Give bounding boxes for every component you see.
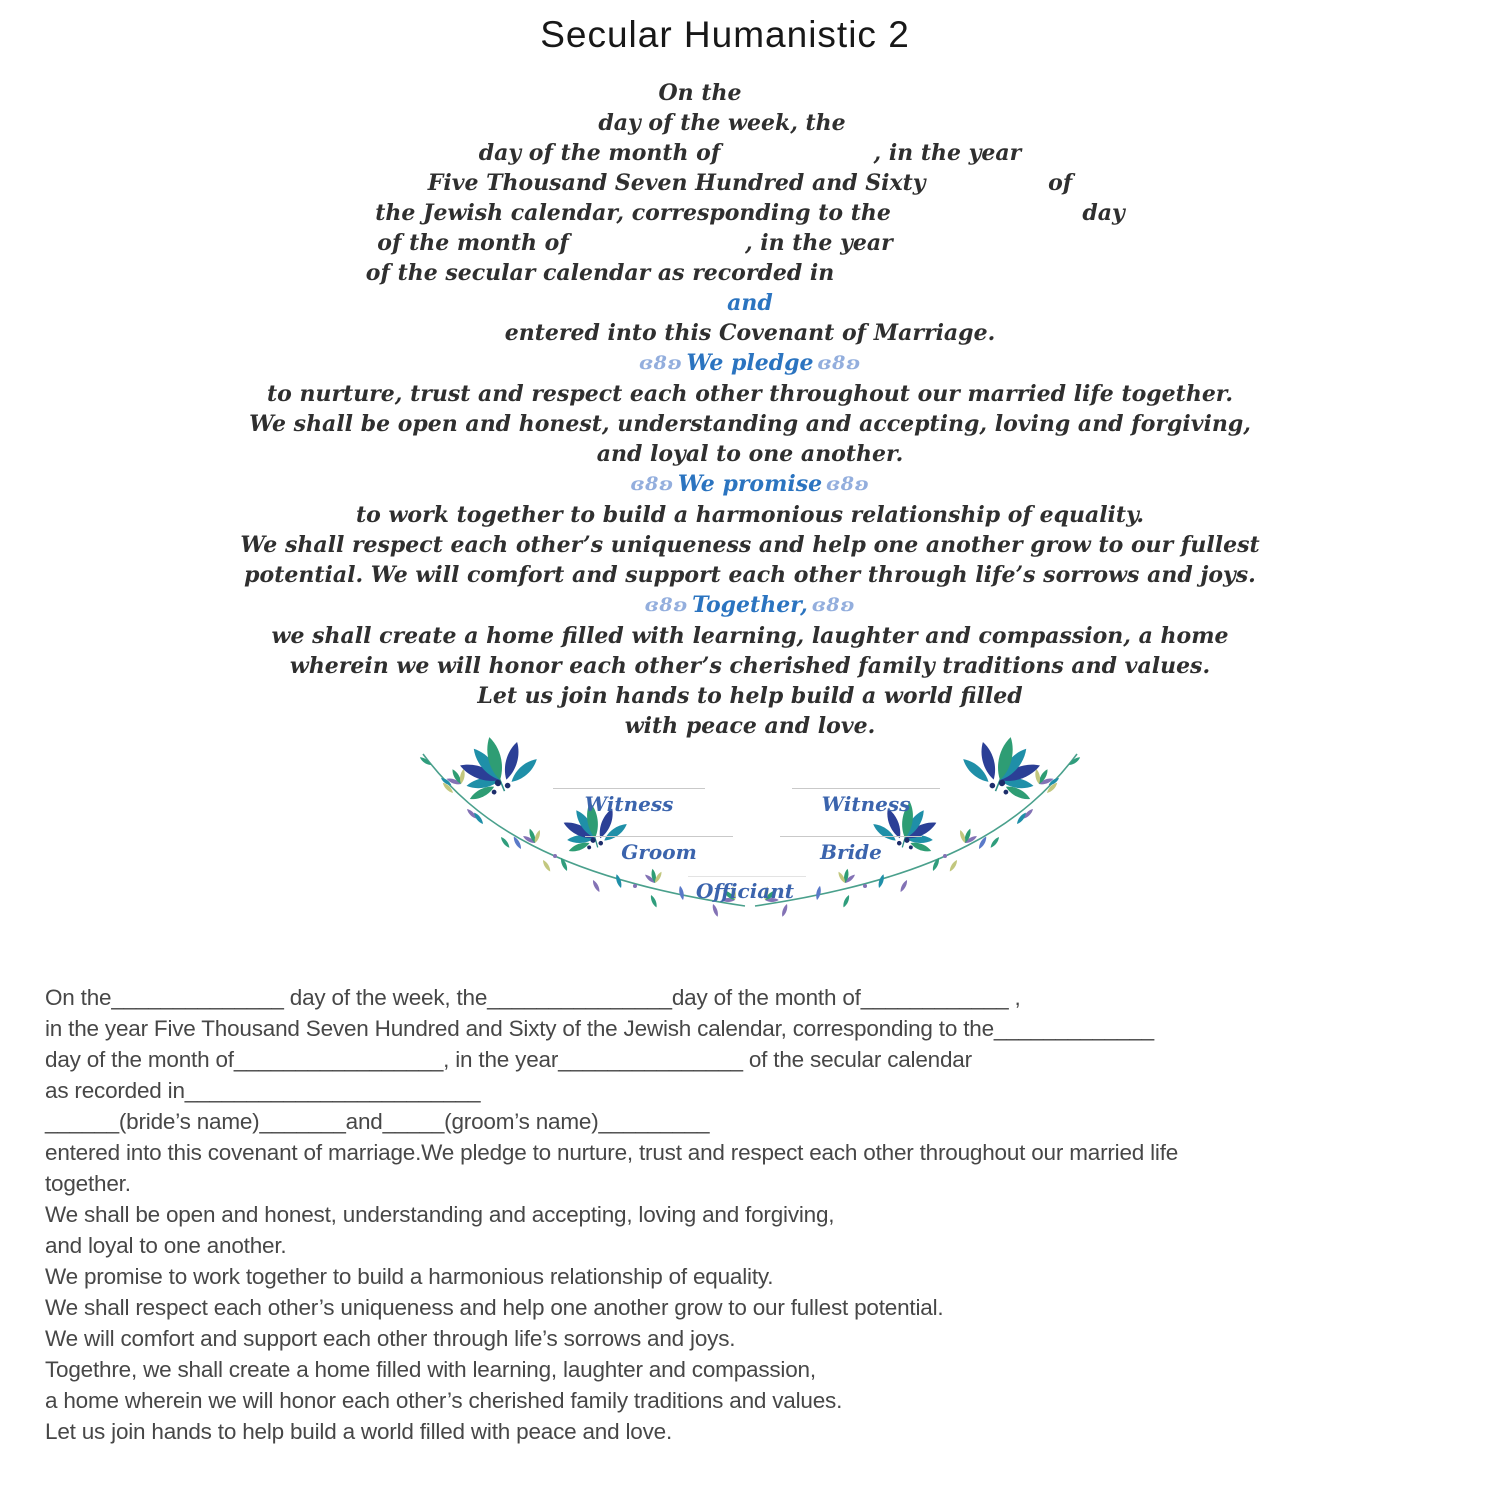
officiant-label: Officiant bbox=[695, 879, 795, 903]
plain-text-line: We shall be open and honest, understanding and accepting, loving and forgiving, bbox=[45, 1202, 835, 1227]
page-title: Secular Humanistic 2 bbox=[540, 14, 910, 55]
flourish-ornament: ɞ8ʚ bbox=[817, 352, 861, 374]
plain-text-line: in the year Five Thousand Seven Hundred and Sixty of the Jewish calendar, corresponding to the_____________ bbox=[45, 1016, 1154, 1041]
plain-text-line: ______(bride’s name)_______and_____(groom’s name)_________ bbox=[45, 1109, 710, 1134]
ceremony-line: we shall create a home filled with learning, laughter and compassion, a home bbox=[271, 623, 1229, 649]
witness-left-signature-line bbox=[553, 788, 705, 789]
ceremony-line: and loyal to one another. bbox=[596, 441, 904, 467]
ceremony-accent-line bbox=[0, 348, 1500, 379]
ceremony-accent-line bbox=[0, 590, 1500, 621]
witness-left-label: Witness bbox=[584, 792, 674, 816]
accent-heading: We pledge bbox=[686, 350, 814, 376]
ceremony-accent-line: and bbox=[727, 290, 773, 316]
witness-right-signature-line bbox=[792, 788, 940, 789]
ceremony-line: to nurture, trust and respect each other throughout our married life together. bbox=[266, 381, 1234, 407]
plain-text-line: We promise to work together to build a harmonious relationship of equality. bbox=[45, 1264, 774, 1289]
flourish-ornament: ɞ8ʚ bbox=[639, 352, 683, 374]
flourish-ornament: ɞ8ʚ bbox=[630, 473, 674, 495]
ceremony-line: We shall respect each other’s uniqueness and help one another grow to our fullest bbox=[240, 532, 1260, 558]
witness-right-label: Witness bbox=[821, 792, 911, 816]
plain-text-line: as recorded in________________________ bbox=[45, 1078, 481, 1103]
ceremony-line: On the bbox=[658, 80, 742, 106]
signature-area bbox=[0, 726, 1500, 936]
ceremony-line: day of the week, the bbox=[598, 110, 846, 136]
plain-text-line: Let us join hands to help build a world filled with peace and love. bbox=[45, 1419, 673, 1444]
accent-heading: Together, bbox=[692, 592, 808, 618]
plain-text-line: day of the month of_________________, in the year_______________ of the secular calendar bbox=[45, 1047, 972, 1072]
ceremony-line: entered into this Covenant of Marriage. bbox=[504, 320, 996, 346]
plain-text-line: a home wherein we will honor each other’s cherished family traditions and values. bbox=[45, 1388, 843, 1413]
ceremony-line: of the secular calendar as recorded in bbox=[365, 260, 835, 286]
groom-label: Groom bbox=[621, 840, 697, 864]
plain-text-block bbox=[45, 982, 1485, 1447]
ceremony-line: We shall be open and honest, understanding and accepting, loving and forgiving, bbox=[249, 411, 1251, 437]
flourish-ornament: ɞ8ʚ bbox=[644, 594, 689, 616]
ceremony-line: Let us join hands to help build a world filled bbox=[477, 683, 1023, 709]
flourish-ornament: ɞ8ʚ bbox=[826, 473, 870, 495]
ceremony-line: Five Thousand Seven Hundred and Sixty of bbox=[427, 170, 1073, 196]
plain-text-line: Togethre, we shall create a home filled with learning, laughter and compassion, bbox=[45, 1357, 816, 1382]
ceremony-accent-line bbox=[0, 469, 1500, 500]
ceremony-line: potential. We will comfort and support each other through life’s sorrows and joys. bbox=[244, 562, 1256, 588]
ceremony-line: with peace and love. bbox=[624, 713, 876, 739]
plain-text-line: We will comfort and support each other through life’s sorrows and joys. bbox=[45, 1326, 736, 1351]
plain-text-line: entered into this covenant of marriage.We pledge to nurture, trust and respect each other throughout our married life bbox=[45, 1140, 1179, 1165]
bride-label: Bride bbox=[820, 840, 882, 864]
plain-text-line: On the______________ day of the week, the_______________day of the month of____________ , bbox=[45, 985, 1021, 1010]
officiant-signature-line bbox=[688, 876, 806, 877]
plain-text-line: We shall respect each other’s uniqueness and help one another grow to our fullest potential. bbox=[45, 1295, 944, 1320]
bride-signature-line bbox=[780, 836, 922, 837]
ceremony-line: day of the month of , in the year bbox=[478, 140, 1022, 166]
ceremony-script-text bbox=[0, 78, 1500, 741]
plain-text-line: together. bbox=[45, 1171, 131, 1196]
ceremony-line: of the month of , in the year bbox=[377, 230, 893, 256]
ceremony-line: to work together to build a harmonious relationship of equality. bbox=[355, 502, 1144, 528]
flourish-ornament: ɞ8ʚ bbox=[811, 594, 856, 616]
ceremony-line: the Jewish calendar, corresponding to the day bbox=[375, 200, 1125, 226]
ceremony-line: wherein we will honor each other’s cherished family traditions and values. bbox=[289, 653, 1211, 679]
accent-heading: We promise bbox=[677, 471, 823, 497]
groom-signature-line bbox=[585, 836, 733, 837]
plain-text-line: and loyal to one another. bbox=[45, 1233, 287, 1258]
